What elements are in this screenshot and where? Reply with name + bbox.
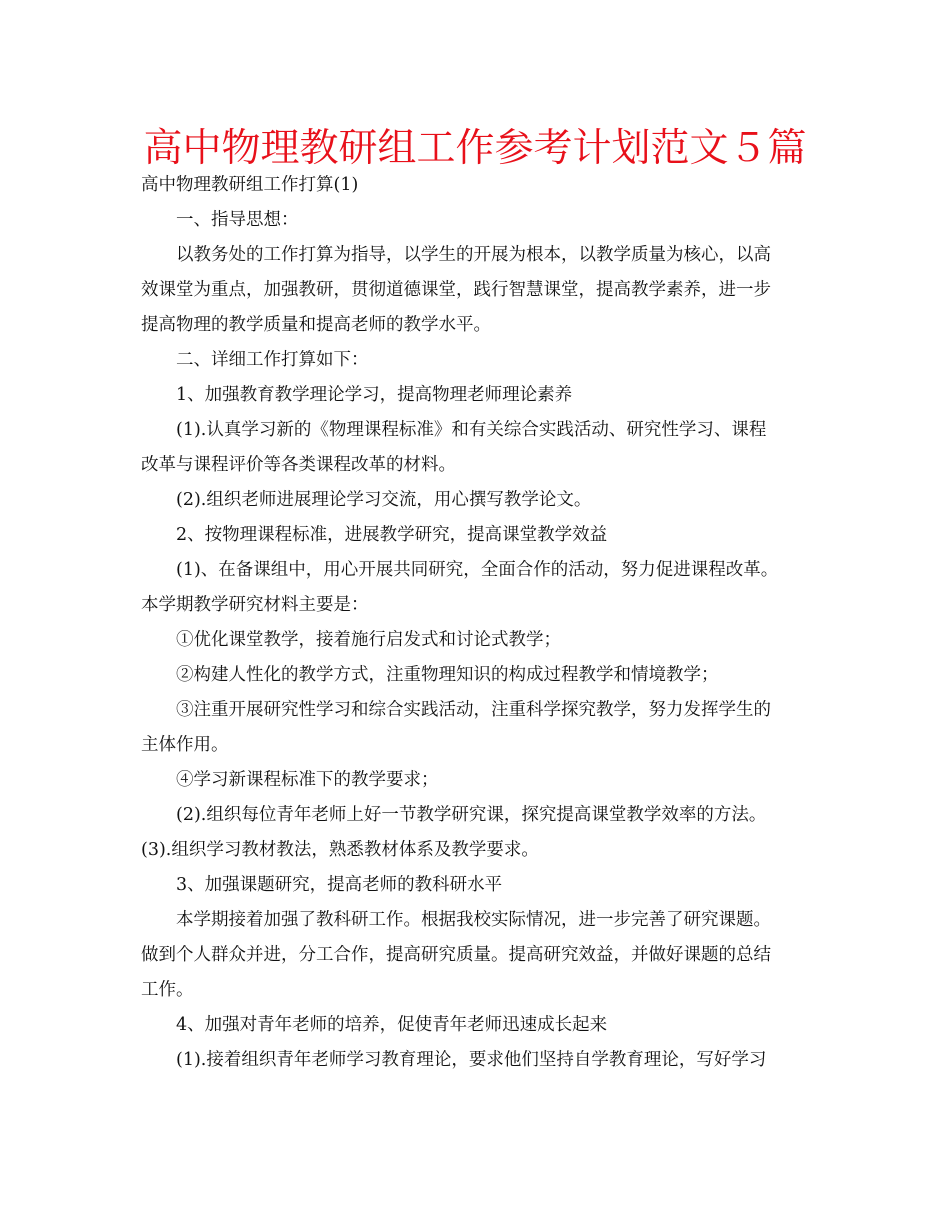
paragraph-line: 本学期接着加强了教科研工作。根据我校实际情况，进一步完善了研究课题。 (176, 910, 771, 930)
document-title: 高中物理教研组工作参考计划范文５篇 (143, 126, 807, 171)
paragraph-line: 以教务处的工作打算为指导，以学生的开展为根本，以教学质量为核心，以高 (176, 245, 771, 265)
subheading-project-research: 3、加强课题研究，提高老师的教科研水平 (176, 875, 503, 895)
paragraph-line: 主体作用。 (141, 735, 229, 755)
paragraph-line: 本学期教学研究材料主要是： (141, 595, 369, 615)
subheading-theory-study: 1、加强教育教学理论学习，提高物理老师理论素养 (176, 385, 573, 405)
paragraph-line: (1).接着组织青年老师学习教育理论，要求他们坚持自学教育理论，写好学习 (176, 1050, 767, 1070)
paragraph-line: (2).组织每位青年老师上好一节教学研究课，探究提高课堂教学效率的方法。 (176, 805, 767, 825)
paragraph-line: 效课堂为重点，加强教研，贯彻道德课堂，践行智慧课堂，提高教学素养，进一步 (141, 280, 771, 300)
paragraph-line: (3).组织学习教材教法，熟悉教材体系及教学要求。 (141, 840, 539, 860)
list-item: ①优化课堂教学，接着施行启发式和讨论式教学； (176, 630, 561, 650)
list-item: ④学习新课程标准下的教学要求； (176, 770, 439, 790)
heading-work-plan: 二、详细工作打算如下： (176, 350, 369, 370)
subheading-young-teachers: 4、加强对青年老师的培养，促使青年老师迅速成长起来 (176, 1015, 608, 1035)
list-item: ③注重开展研究性学习和综合实践活动，注重科学探究教学，努力发挥学生的 (176, 700, 771, 720)
heading-guiding-ideology: 一、指导思想： (176, 210, 299, 230)
list-item: ②构建人性化的教学方式，注重物理知识的构成过程教学和情境教学； (176, 665, 719, 685)
paragraph-line: 做到个人群众并进，分工合作，提高研究质量。提高研究效益，并做好课题的总结 (141, 945, 771, 965)
subheading-teaching-research: 2、按物理课程标准，进展教学研究，提高课堂教学效益 (176, 525, 608, 545)
paragraph-line: 工作。 (141, 980, 194, 1000)
paragraph-line: 提高物理的教学质量和提高老师的教学水平。 (141, 315, 491, 335)
paragraph-line: (2).组织老师进展理论学习交流，用心撰写教学论文。 (176, 490, 592, 510)
paragraph-line: (1).认真学习新的《物理课程标准》和有关综合实践活动、研究性学习、课程 (176, 420, 767, 440)
paragraph-line: (1)、在备课组中，用心开展共同研究，全面合作的活动，努力促进课程改革。 (176, 560, 779, 580)
paragraph-line: 改革与课程评价等各类课程改革的材料。 (141, 455, 456, 475)
section-heading: 高中物理教研组工作打算(1) (141, 175, 359, 195)
